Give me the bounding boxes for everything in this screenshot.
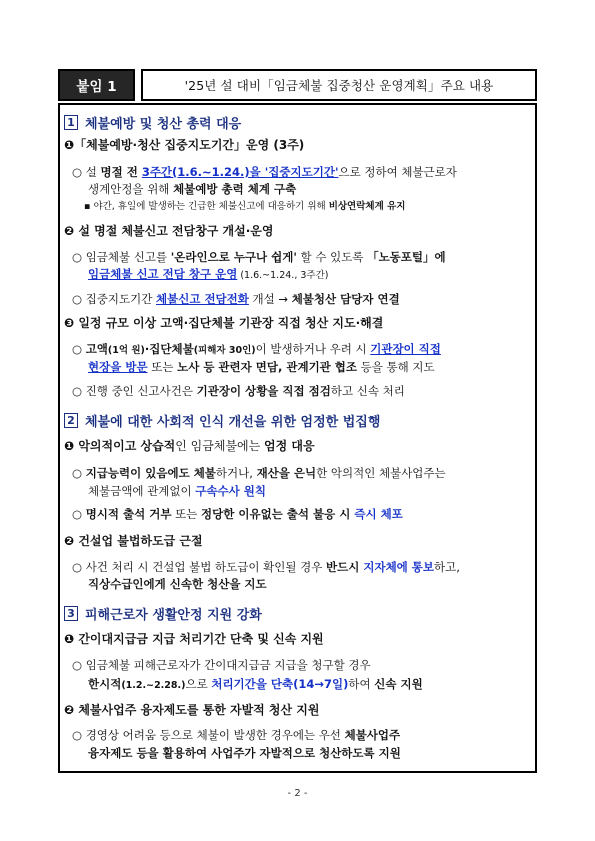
bullet-line: ○ 임금체불 피해근로자가 간이대지급금 지급을 청구할 경우 [72, 658, 371, 672]
section-3-heading [64, 603, 262, 623]
bullet-line-cont: 생계안정을 위해 체불예방 총력 체계 구축 [88, 182, 297, 196]
subheading: ❶ 악의적이고 상습적인 임금체불에는 엄정 대응 [64, 439, 315, 453]
bullet-line-cont: 체불금액에 관계없이 구속수사 원칙 [88, 484, 266, 498]
section-2-heading [64, 410, 380, 430]
section-title: 체불에 대한 사회적 인식 개선을 위한 엄정한 법집행 [85, 414, 381, 430]
bullet-line: ○ 진행 중인 신고사건은 기관장이 상황을 직접 점검하고 신속 처리 [72, 384, 405, 398]
bullet-line: ○ 설 명절 전 3주간(1.6.~1.24.)을 '집중지도기간'으로 정하여 체불근로자 [72, 165, 457, 179]
bullet-line-cont: 임금체불 신고 전담 창구 운영 (1.6.~1.24., 3주간) [88, 267, 329, 281]
subheading: ❷ 설 명절 체불신고 전담창구 개설·운영 [64, 224, 274, 238]
attachment-header [58, 69, 537, 101]
subheading: ❸ 일정 규모 이상 고액·집단체불 기관장 직접 청산 지도·해결 [64, 316, 384, 330]
bullet-line-cont: 현장을 방문 또는 노사 등 관련자 면담, 관계기관 협조 등을 통해 지도 [88, 360, 435, 374]
document-title: '25년 설 대비「임금체불 집중청산 운영계획」주요 내용 [141, 69, 537, 101]
bullet-line: ○ 임금체불 신고를 '온라인으로 누구나 쉽게' 할 수 있도록 「노동포털」에 [72, 250, 446, 264]
bullet-line: ○ 경영상 어려움 등으로 체불이 발생한 경우에는 우선 체불사업주 [72, 728, 401, 742]
bullet-line: ○ 지급능력이 있음에도 체불하거나, 재산을 은닉한 악의적인 체불사업주는 [72, 466, 446, 480]
subheading: ❶「체불예방·청산 집중지도기간」운영 (3주) [64, 138, 305, 152]
attachment-tag: 붙임 1 [58, 69, 135, 101]
section-title: 피해근로자 생활안정 지원 강화 [85, 607, 262, 623]
bullet-line: ○ 명시적 출석 거부 또는 정당한 이유없는 출석 불응 시 즉시 체포 [72, 507, 403, 521]
subheading: ❶ 간이대지급금 지급 처리기간 단축 및 신속 지원 [64, 632, 324, 646]
section-number: 3 [64, 606, 78, 621]
bullet-line-cont: 융자제도 등을 활용하여 사업주가 자발적으로 청산하도록 지원 [88, 746, 401, 760]
section-number: 1 [64, 115, 78, 130]
section-number: 2 [64, 413, 78, 428]
subheading: ❷ 건설업 불법하도급 근절 [64, 534, 203, 548]
section-1-heading [64, 112, 241, 132]
bullet-line-cont: 한시적(1.2.~2.28.)으로 처리기간을 단축(14→7일)하여 신속 지원 [88, 677, 423, 691]
bullet-line: ○ 고액(1억 원)·집단체불(피해자 30인)이 발생하거나 우려 시 기관장이 직접 [72, 342, 441, 356]
bullet-line: ○ 집중지도기간 체불신고 전담전화 개설 → 체불청산 담당자 연결 [72, 292, 400, 306]
subheading: ❷ 체불사업주 융자제도를 통한 자발적 청산 지원 [64, 703, 320, 717]
page-number: - 2 - [287, 788, 308, 799]
bullet-line: ○ 사건 처리 시 건설업 불법 하도급이 확인될 경우 반드시 지자체에 통보하고, [72, 560, 460, 574]
section-title: 체불예방 및 청산 총력 대응 [85, 116, 242, 132]
bullet-line-cont: 직상수급인에게 신속한 청산을 지도 [88, 577, 267, 591]
note-line: ▪ 야간, 휴일에 발생하는 긴급한 체불신고에 대응하기 위해 비상연락체계 유지 [84, 201, 406, 212]
